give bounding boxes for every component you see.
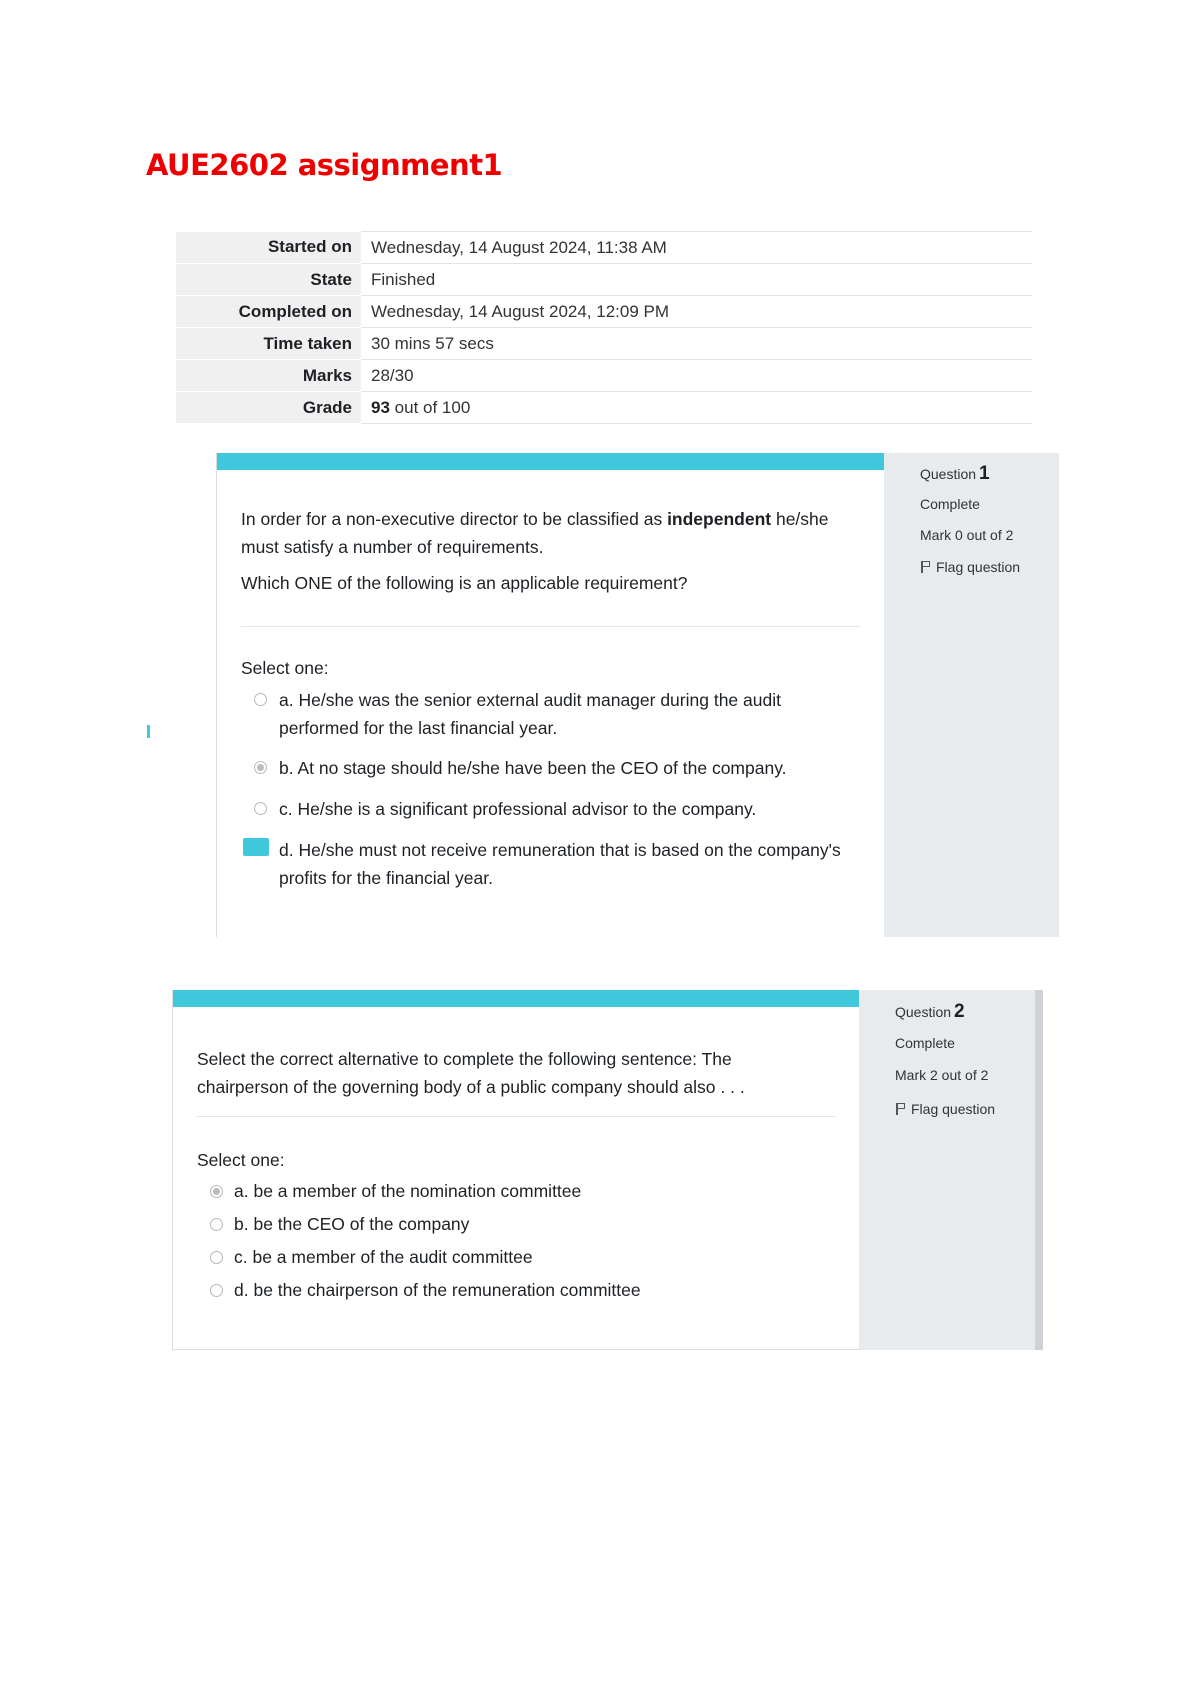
select-one-label: Select one:	[197, 1150, 285, 1170]
answer-c-radio[interactable]	[254, 802, 267, 815]
summary-label: Completed on	[176, 296, 361, 328]
summary-label: Time taken	[176, 328, 361, 360]
question-1-mark: Mark 0 out of 2	[920, 527, 1014, 543]
question-1-flag[interactable]: Flag question	[920, 559, 1020, 575]
answer-a-label[interactable]: a. He/she was the senior external audit manager during the audit performed for the last financial year.	[279, 690, 781, 738]
answer-a-label[interactable]: a. be a member of the nomination committee	[234, 1181, 582, 1201]
document-title: AUE2602 assignment1	[146, 148, 503, 182]
question-1-info-panel	[884, 453, 1059, 937]
divider	[241, 626, 861, 627]
answer-d-radio[interactable]	[210, 1284, 223, 1297]
answer-b-label[interactable]: b. be the CEO of the company	[234, 1214, 470, 1234]
answer-b-label[interactable]: b. At no stage should he/she have been the CEO of the company.	[279, 758, 787, 778]
question-1-bold-term: independent	[667, 509, 772, 529]
question-1-header-bar	[217, 453, 885, 470]
summary-value	[361, 392, 1032, 424]
question-2-content	[172, 990, 861, 1350]
summary-row-completed	[176, 296, 1032, 328]
summary-value: 30 mins 57 secs	[361, 328, 1032, 360]
answer-b-radio[interactable]	[210, 1218, 223, 1231]
question-2-text: Select the correct alternative to complete the following sentence: The chairperson of the governing body of a public company should also . . .	[197, 1049, 745, 1097]
grade-suffix: out of 100	[394, 397, 471, 417]
summary-row-marks	[176, 360, 1032, 392]
summary-label: Marks	[176, 360, 361, 392]
summary-label: Started on	[176, 232, 361, 264]
flag-icon	[920, 561, 931, 573]
summary-value: 28/30	[361, 360, 1032, 392]
summary-row-time-taken	[176, 328, 1032, 360]
summary-label: State	[176, 264, 361, 296]
answer-d-label[interactable]: d. be the chairperson of the remuneration committee	[234, 1280, 641, 1300]
question-1-content	[216, 453, 885, 937]
attempt-summary-table	[176, 231, 1032, 424]
question-2-mark: Mark 2 out of 2	[895, 1067, 989, 1083]
question-1-prompt: Which ONE of the following is an applicable requirement?	[241, 573, 688, 593]
answer-b-radio[interactable]	[254, 761, 267, 774]
question-2-info-panel	[859, 990, 1043, 1350]
summary-value: Finished	[361, 264, 1032, 296]
question-1-block	[216, 453, 1059, 937]
answer-a-radio[interactable]	[254, 693, 267, 706]
question-2-flag[interactable]: Flag question	[895, 1101, 995, 1117]
answer-d-label[interactable]: d. He/she must not receive remuneration that is based on the company's profits for the financial year.	[279, 840, 841, 888]
answer-c-radio[interactable]	[210, 1251, 223, 1264]
summary-value: Wednesday, 14 August 2024, 12:09 PM	[361, 296, 1032, 328]
grade-value: 93	[371, 397, 390, 417]
summary-label: Grade	[176, 392, 361, 424]
answer-a-radio[interactable]	[210, 1185, 223, 1198]
question-2-number: Question 2	[895, 1001, 965, 1022]
summary-row-grade	[176, 392, 1032, 424]
summary-row-started	[176, 232, 1032, 264]
select-one-label: Select one:	[241, 658, 329, 678]
answer-d-highlight	[243, 838, 269, 856]
question-1-number: Question 1	[920, 463, 990, 484]
margin-marker	[147, 725, 150, 738]
question-1-text: In order for a non-executive director to be classified as independent he/she must satisfy a number of requirements.	[241, 509, 829, 557]
flag-icon	[895, 1103, 906, 1115]
question-1-status: Complete	[920, 496, 980, 512]
question-2-header-bar	[173, 990, 860, 1007]
summary-row-state	[176, 264, 1032, 296]
answer-c-label[interactable]: c. be a member of the audit committee	[234, 1247, 533, 1267]
summary-value: Wednesday, 14 August 2024, 11:38 AM	[361, 232, 1032, 264]
divider	[197, 1116, 835, 1117]
answer-c-label[interactable]: c. He/she is a significant professional advisor to the company.	[279, 799, 757, 819]
question-2-status: Complete	[895, 1035, 955, 1051]
question-2-block	[172, 990, 1043, 1350]
